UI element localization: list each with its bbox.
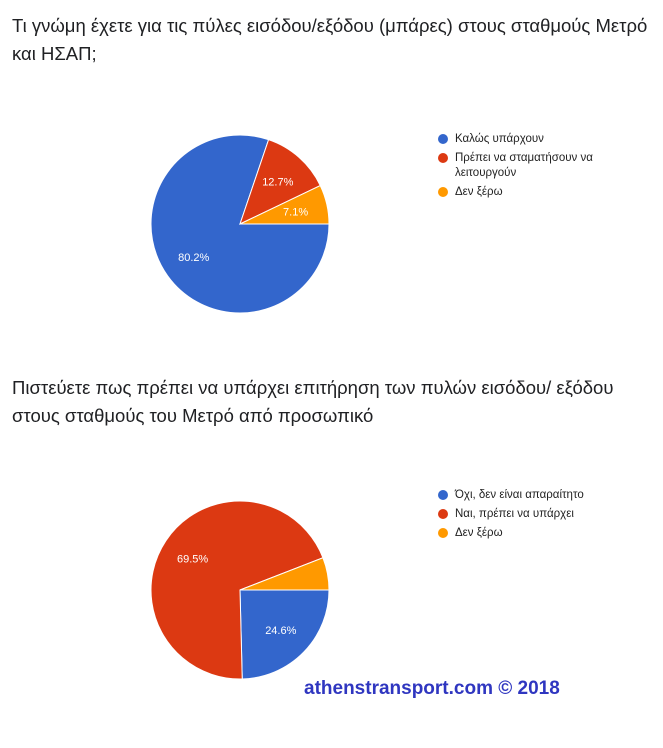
chart-2-slice-label-2: 69.5% <box>176 553 209 566</box>
pie-chart-1 <box>140 124 340 324</box>
chart-1-slice-label-1: 80.2% <box>178 252 210 265</box>
chart-2-legend-label-1: Όχι, δεν είναι απαραίτητο <box>455 489 584 501</box>
watermark-text: athenstransport.com © 2018 <box>304 678 560 699</box>
chart-1-legend <box>438 132 635 204</box>
chart-1-legend-label-3: Δεν ξέρω <box>455 186 503 198</box>
chart-2-legend <box>438 488 584 545</box>
chart-1-legend-swatch-1 <box>438 134 448 144</box>
chart-2-legend-item-1 <box>438 488 584 503</box>
chart-2-legend-swatch-2 <box>438 509 448 519</box>
chart-2-legend-swatch-1 <box>438 490 448 500</box>
chart-2-slice-label-1: 24.6% <box>265 624 297 637</box>
pie-chart-2 <box>140 490 340 690</box>
chart-2-legend-swatch-3 <box>438 528 448 538</box>
chart-1-legend-item-3 <box>438 185 635 200</box>
chart-1-legend-item-2 <box>438 151 635 181</box>
chart-2-legend-item-3 <box>438 526 584 541</box>
chart-2-legend-item-2 <box>438 507 584 522</box>
chart-2-legend-label-3: Δεν ξέρω <box>455 527 503 539</box>
chart-2-title: Πιστεύετε πως πρέπει να υπάρχει επιτήρηση των πυλών εισόδου/ εξόδου στους σταθμούς του Μετρό από προσωπικό <box>12 377 614 426</box>
chart-1-legend-label-1: Καλώς υπάρχουν <box>455 133 544 145</box>
chart-1-slice-label-3: 7.1% <box>283 206 309 219</box>
chart-2-legend-label-2: Ναι, πρέπει να υπάρχει <box>455 508 574 520</box>
chart-1-title: Τι γνώμη έχετε για τις πύλες εισόδου/εξόδου (μπάρες) στους σταθμούς Μετρό και ΗΣΑΠ; <box>12 15 648 64</box>
chart-1-legend-swatch-3 <box>438 187 448 197</box>
chart-1-legend-swatch-2 <box>438 153 448 163</box>
chart-1-slice-label-2: 12.7% <box>262 176 294 189</box>
chart-1-legend-label-2: Πρέπει να σταματήσουν να λειτουργούν <box>455 152 593 179</box>
chart-1-legend-item-1 <box>438 132 635 147</box>
